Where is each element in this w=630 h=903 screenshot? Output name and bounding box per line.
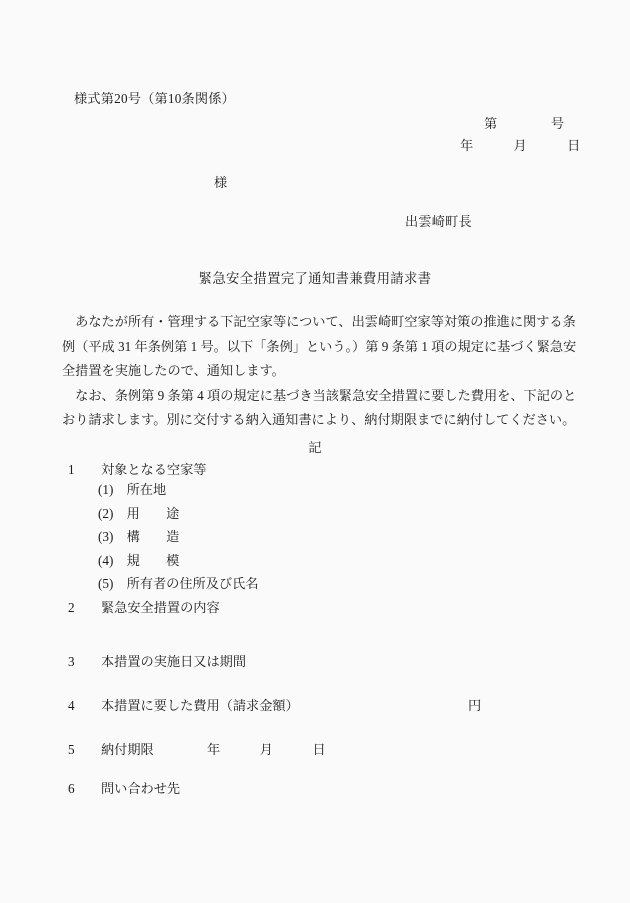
document-title: 緊急安全措置完了通知書兼費用請求書 <box>198 271 432 286</box>
section-3-heading: 3 本措置の実施日又は期間 <box>68 654 247 669</box>
section-1-item-5: (5) 所有者の住所及び氏名 <box>98 576 259 591</box>
document-number-field: 第 号 <box>484 116 565 131</box>
section-4-heading: 4 本措置に要した費用（請求金額） <box>68 698 299 713</box>
body-text <box>62 310 577 433</box>
section-1-item-4: (4) 規 模 <box>98 552 180 568</box>
section-5-heading: 5 納付期限 <box>68 742 154 757</box>
issuer-name: 出雲崎町長 <box>405 214 472 229</box>
body-line-2: 例（平成 31 年条例第 1 号。以下「条例」という。）第 9 条第 1 項の規定に基づく緊急安 <box>62 338 577 354</box>
body-line-4: なお、条例第 9 条第 4 項の規定に基づき当該緊急安全措置に要した費用を、下記のと <box>62 387 577 403</box>
section-6-heading: 6 問い合わせ先 <box>68 781 181 796</box>
section-2-heading: 2 緊急安全措置の内容 <box>68 600 220 615</box>
body-line-5: おり請求します。別に交付する納入通知書により、納付期限までに納付してください。 <box>62 412 576 427</box>
record-marker: 記 <box>308 440 322 455</box>
form-number: 様式第20号（第10条関係） <box>74 91 236 106</box>
section-1-item-3: (3) 構 造 <box>98 529 180 544</box>
section-1-heading: 1 対象となる空家等 <box>68 462 207 477</box>
body-line-3: 全措置を実施したので、通知します。 <box>62 363 285 378</box>
document-date-field: 年 月 日 <box>460 138 581 153</box>
section-4-currency-unit: 円 <box>468 698 482 713</box>
section-1-item-2: (2) 用 途 <box>98 505 180 521</box>
body-line-1: あなたが所有・管理する下記空家等について、出雲崎町空家等対策の推進に関する条 <box>62 314 576 329</box>
section-5-date-field: 年 月 日 <box>207 742 326 757</box>
section-1-item-1: (1) 所在地 <box>98 482 167 497</box>
section-1-items <box>98 478 258 596</box>
addressee-honorific: 様 <box>214 175 228 190</box>
